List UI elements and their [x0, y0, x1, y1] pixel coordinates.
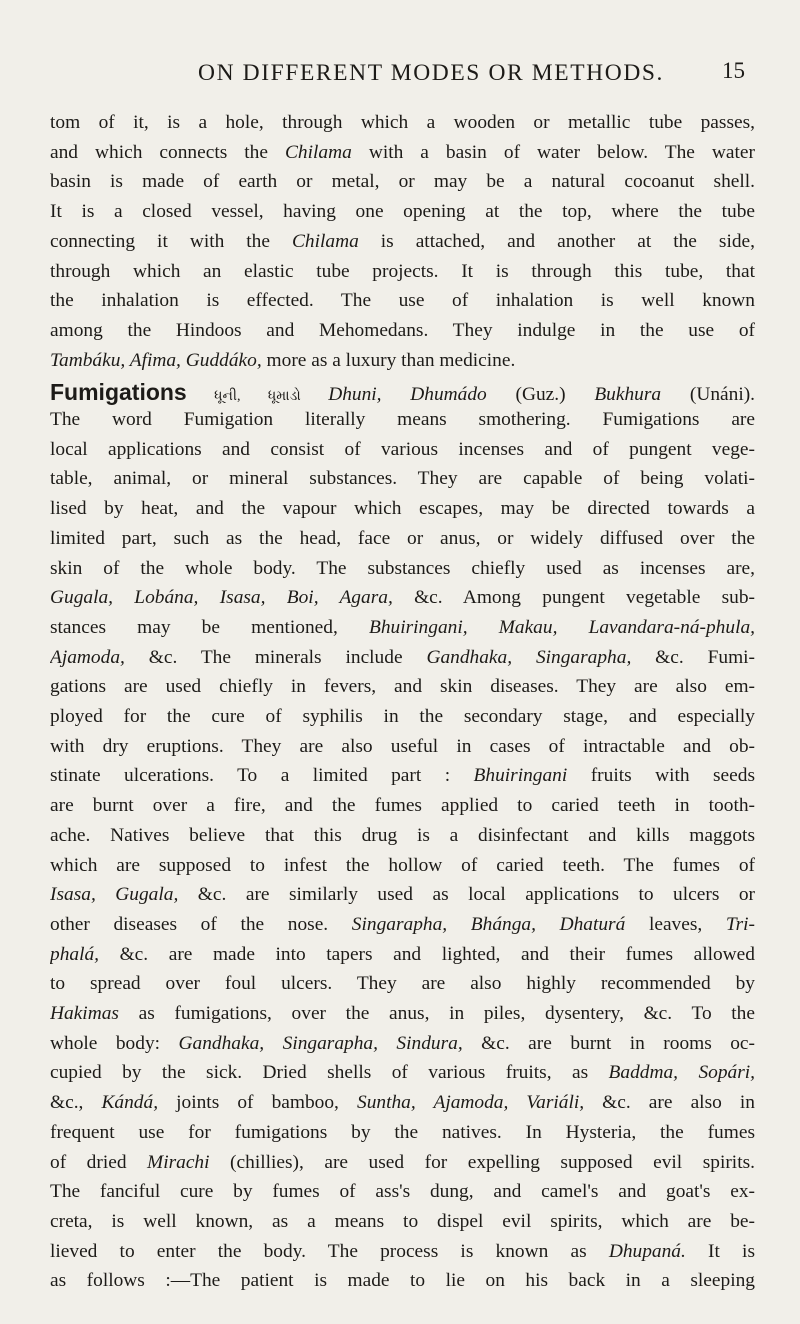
text-span: more as a luxury than medicine. [261, 349, 516, 371]
text-line [50, 171, 755, 197]
text-line [50, 142, 755, 168]
text-span: &c. are also in [584, 1092, 755, 1114]
text-span: with dry eruptions. They are also useful in cases of intractable and ob- [50, 735, 755, 757]
text-span: lieved to enter the body. The process is known as [50, 1240, 609, 1262]
text-line [50, 528, 755, 554]
text-span: gations are used chiefly in fevers, and skin diseases. They are also em- [50, 676, 755, 698]
text-span: as follows :—The patient is made to lie on his back in a sleeping [50, 1270, 755, 1292]
italic-term: Mirachi [147, 1151, 210, 1173]
text-line [50, 379, 755, 405]
text-line [50, 468, 755, 494]
text-span: of dried [50, 1151, 148, 1173]
text-span: ployed for the cure of syphilis in the secondary stage, and especially [50, 706, 755, 727]
text-span: whole body: [50, 1032, 179, 1054]
text-line [50, 1181, 755, 1207]
text-line [50, 1033, 755, 1059]
text-line [50, 201, 755, 227]
text-span: The word Fumigation literally means smothering. Fumigations are [50, 409, 755, 430]
text-line [50, 884, 755, 910]
text-line [50, 439, 755, 465]
text-span: table, animal, or mineral substances. They are capable of being volati- [50, 468, 755, 490]
italic-term: Chilama [284, 141, 352, 163]
italic-term: Bhuiringani, Makau, Lavandara-ná-phula, [369, 616, 755, 638]
italic-term: Dhuni, Dhumádo [328, 384, 487, 406]
text-line [50, 350, 755, 376]
text-span: leaves, [625, 913, 726, 935]
text-line [50, 795, 755, 821]
text-line [50, 320, 755, 346]
text-span: (chillies), are used for expelling supposed evil spirits. [209, 1151, 755, 1173]
text-line [50, 973, 755, 999]
italic-term: Tri- [725, 913, 755, 935]
text-span: and which connects the [50, 141, 285, 163]
italic-term: Bukhura [594, 384, 662, 406]
italic-term: Tambáku, Afima, Guddáko, [50, 349, 262, 371]
italic-term: Gugala, Lobána, Isasa, Boi, Agara, [50, 587, 393, 609]
text-line [50, 944, 755, 970]
text-line [50, 825, 755, 851]
text-span: fruits with seeds [567, 765, 755, 787]
italic-term: Dhupaná. [608, 1240, 686, 1262]
text-line [50, 765, 755, 791]
text-span: limited part, such as the head, face or anus, or widely diffused over the [50, 527, 755, 549]
text-span: &c., [50, 1092, 102, 1114]
italic-term: Gandhaka, Singarapha, Sindura, [178, 1032, 463, 1054]
text-span: tom of it, is a hole, through which a wooden or metallic tube passes, [50, 112, 755, 133]
page-number: 15 [722, 58, 745, 83]
text-span: &c. are made into tapers and lighted, and their fumes allowed [99, 943, 755, 965]
text-span: creta, is well known, as a means to dispel evil spirits, which are be- [50, 1210, 755, 1232]
text-line [50, 647, 755, 673]
text-line [50, 1241, 755, 1267]
text-span: is attached, and another at the side, [358, 230, 755, 252]
text-span: cupied by the sick. Dried shells of various fruits, as [50, 1062, 609, 1084]
text-span: &c. The minerals include [124, 646, 427, 668]
text-line [50, 1092, 755, 1118]
text-span: (Guz.) [486, 384, 595, 406]
italic-term: Gandhaka, Singarapha, [426, 646, 632, 668]
italic-term: Singarapha, Bhánga, Dhaturá [351, 913, 626, 935]
text-line [50, 498, 755, 524]
section-heading: Fumigations [50, 379, 187, 406]
italic-term: Kándá, [101, 1092, 159, 1114]
text-span: The fanciful cure by fumes of ass's dung, and camel's and goat's ex- [50, 1181, 755, 1203]
text-line [50, 290, 755, 316]
text-span: through which an elastic tube projects. It is through this tube, that [50, 260, 755, 282]
text-span: joints of bamboo, [158, 1092, 358, 1114]
text-span: &c. Among pungent vegetable sub- [392, 587, 755, 609]
text-span: stinate ulcerations. To a limited part : [50, 765, 474, 787]
text-span: among the Hindoos and Mehomedans. They indulge in the use of [50, 319, 755, 341]
text-span: with a basin of water below. The water [351, 141, 755, 163]
text-span: skin of the whole body. The substances chiefly used as incenses are, [50, 557, 755, 579]
text-line [50, 855, 755, 881]
text-span: lised by heat, and the vapour which escapes, may be directed towards a [50, 498, 755, 520]
text-span: frequent use for fumigations by the natives. In Hysteria, the fumes [50, 1121, 755, 1143]
italic-term: Ajamoda, [50, 646, 125, 668]
italic-term: Hakimas [50, 1003, 119, 1024]
italic-term: Chilama [291, 230, 359, 252]
text-line [50, 1122, 755, 1148]
text-span: which are supposed to infest the hollow of caried teeth. The fumes of [50, 854, 755, 876]
text-line [50, 1211, 755, 1237]
italic-term: Baddma, Sopári, [608, 1062, 755, 1084]
text-span: ધૂની, ધૂમાડો [186, 389, 329, 405]
text-line [50, 1152, 755, 1178]
text-line [50, 706, 755, 732]
text-span: the inhalation is effected. The use of inhalation is well known [50, 290, 755, 312]
text-span: connecting it with the [50, 230, 292, 252]
text-line [50, 736, 755, 762]
italic-term: Suntha, Ajamoda, Variáli, [357, 1092, 585, 1114]
text-span: &c. Fumi- [631, 646, 755, 668]
text-span: are burnt over a fire, and the fumes applied to caried teeth in tooth- [50, 795, 755, 817]
text-line [50, 914, 755, 940]
text-span: stances may be mentioned, [50, 616, 369, 638]
text-line [50, 617, 755, 643]
text-line [50, 261, 755, 287]
text-span: to spread over foul ulcers. They are also highly recommended by [50, 973, 755, 995]
text-line [50, 231, 755, 257]
text-span: (Unáni). [661, 384, 755, 406]
text-span: &c. are burnt in rooms oc- [462, 1032, 755, 1054]
text-span: as fumigations, over the anus, in piles, dysentery, &c. To the [118, 1003, 755, 1024]
text-span: basin is made of earth or metal, or may be a natural cocoanut shell. [50, 171, 755, 193]
text-line [50, 676, 755, 702]
text-line [50, 587, 755, 613]
text-line [50, 558, 755, 584]
text-span: other diseases of the nose. [50, 913, 352, 935]
italic-term: phalá, [50, 943, 100, 965]
running-title: ON DIFFERENT MODES OR METHODS. [198, 60, 665, 86]
italic-term: Isasa, Gugala, [50, 884, 179, 906]
text-line [50, 1062, 755, 1088]
text-span: ache. Natives believe that this drug is a disinfectant and kills maggots [50, 824, 755, 846]
text-line [50, 409, 755, 435]
text-span: It is [685, 1240, 755, 1262]
text-span: It is a closed vessel, having one opening at the top, where the tube [50, 201, 755, 223]
text-span: &c. are similarly used as local applications to ulcers or [178, 884, 755, 906]
running-head [0, 58, 800, 88]
italic-term: Bhuiringani [473, 765, 568, 787]
text-line [50, 1270, 755, 1296]
text-line [50, 112, 755, 138]
text-span: local applications and consist of various incenses and of pungent vege- [50, 438, 755, 460]
text-line [50, 1003, 755, 1029]
